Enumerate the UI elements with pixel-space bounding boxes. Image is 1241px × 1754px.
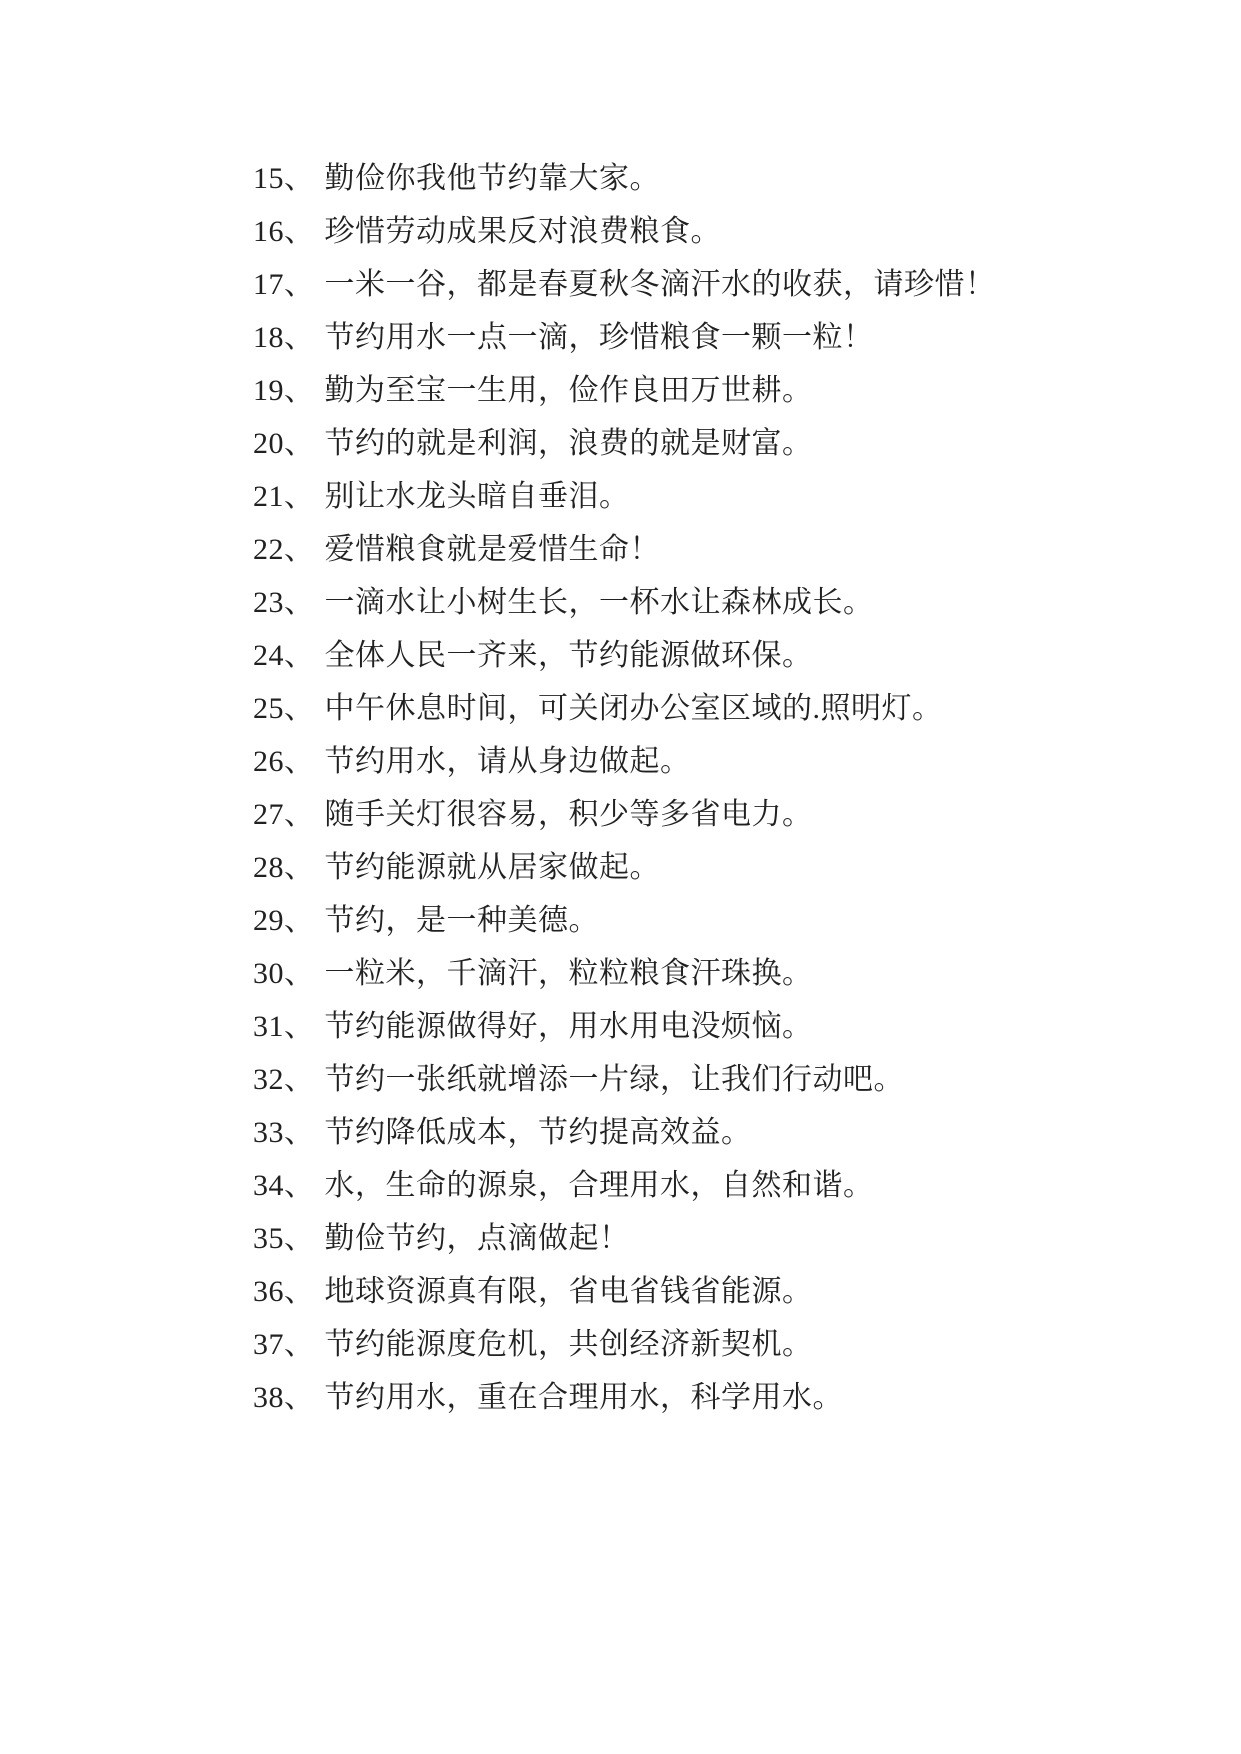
list-item [253,894,1113,947]
item-text: 别让水龙头暗自垂泪。 [324,480,630,513]
item-number: 33、 [253,1116,315,1149]
list-item [253,1371,1113,1424]
item-text: 节约用水，重在合理用水，科学用水。 [324,1381,843,1414]
item-text: 全体人民一齐来，节约能源做环保。 [324,639,813,672]
item-number: 17、 [253,268,315,301]
slogan-list [253,152,1113,1424]
list-item [253,1053,1113,1106]
list-item [253,152,1113,205]
list-item [253,735,1113,788]
list-item [253,417,1113,470]
item-number: 37、 [253,1328,315,1361]
item-number: 28、 [253,851,315,884]
item-text: 爱惜粮食就是爱惜生命！ [324,533,660,566]
list-item [253,1000,1113,1053]
item-text: 地球资源真有限，省电省钱省能源。 [324,1275,813,1308]
list-item [253,470,1113,523]
list-item [253,1106,1113,1159]
item-number: 25、 [253,692,315,725]
item-text: 节约一张纸就增添一片绿，让我们行动吧。 [324,1063,904,1096]
item-text: 节约能源度危机，共创经济新契机。 [324,1328,813,1361]
item-number: 19、 [253,374,315,407]
list-item [253,311,1113,364]
list-item [253,205,1113,258]
item-text: 节约的就是利润，浪费的就是财富。 [324,427,813,460]
item-number: 29、 [253,904,315,937]
list-item [253,629,1113,682]
item-text: 勤俭你我他节约靠大家。 [324,162,660,195]
list-item [253,258,1113,311]
item-text: 节约用水一点一滴，珍惜粮食一颗一粒！ [324,321,874,354]
list-item [253,788,1113,841]
item-text: 一滴水让小树生长，一杯水让森林成长。 [324,586,874,619]
item-number: 32、 [253,1063,315,1096]
item-text: 节约降低成本，节约提高效益。 [324,1116,752,1149]
list-item [253,1159,1113,1212]
list-item [253,1212,1113,1265]
item-number: 30、 [253,957,315,990]
item-text: 水，生命的源泉，合理用水，自然和谐。 [324,1169,874,1202]
item-number: 20、 [253,427,315,460]
item-text: 勤俭节约，点滴做起！ [324,1222,630,1255]
item-text: 一粒米，千滴汗，粒粒粮食汗珠换。 [324,957,813,990]
item-number: 34、 [253,1169,315,1202]
item-text: 一米一谷，都是春夏秋冬滴汗水的收获，请珍惜！ [324,268,996,301]
item-number: 31、 [253,1010,315,1043]
list-item [253,1265,1113,1318]
item-number: 27、 [253,798,315,831]
item-text: 随手关灯很容易，积少等多省电力。 [324,798,813,831]
item-text: 节约能源做得好，用水用电没烦恼。 [324,1010,813,1043]
item-number: 21、 [253,480,315,513]
item-text: 中午休息时间，可关闭办公室区域的.照明灯。 [324,692,943,725]
list-item [253,841,1113,894]
item-number: 23、 [253,586,315,619]
list-item [253,523,1113,576]
list-item [253,1318,1113,1371]
item-number: 36、 [253,1275,315,1308]
item-text: 勤为至宝一生用，俭作良田万世耕。 [324,374,813,407]
item-number: 15、 [253,162,315,195]
item-number: 18、 [253,321,315,354]
item-text: 珍惜劳动成果反对浪费粮食。 [324,215,721,248]
item-text: 节约能源就从居家做起。 [324,851,660,884]
item-number: 38、 [253,1381,315,1414]
list-item [253,947,1113,1000]
item-number: 16、 [253,215,315,248]
item-number: 35、 [253,1222,315,1255]
list-item [253,682,1113,735]
list-item [253,364,1113,417]
list-item [253,576,1113,629]
item-number: 26、 [253,745,315,778]
item-number: 24、 [253,639,315,672]
item-text: 节约，是一种美德。 [324,904,599,937]
item-text: 节约用水，请从身边做起。 [324,745,691,778]
item-number: 22、 [253,533,315,566]
